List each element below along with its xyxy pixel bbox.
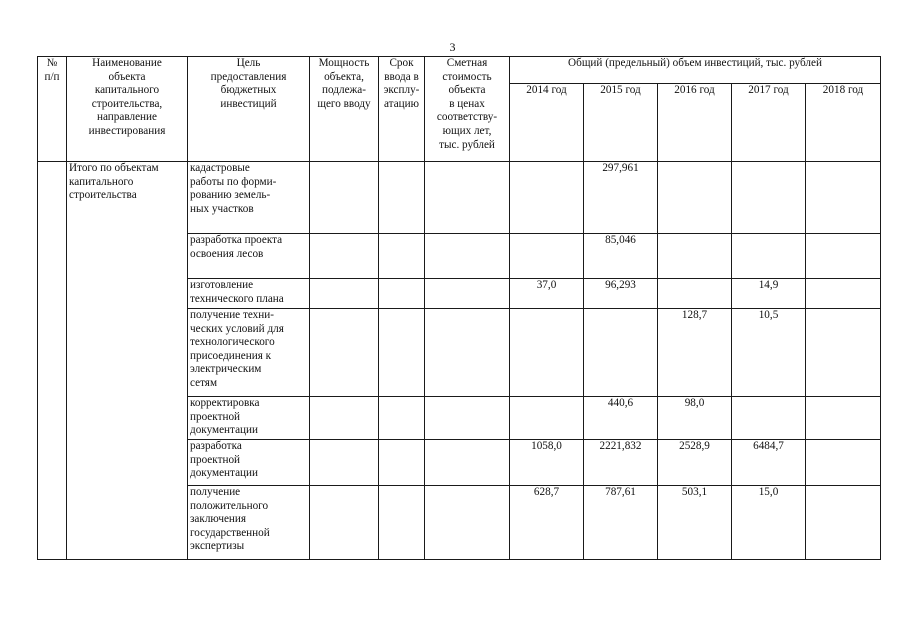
value-cell [806, 309, 881, 397]
purpose-cell: получение техни- ческих условий для технологического присоединения к электрическим сетям [188, 309, 310, 397]
value-cell [806, 440, 881, 486]
header-year: 2014 год [510, 84, 584, 162]
value-cell: 628,7 [510, 486, 584, 560]
value-cell: 787,61 [584, 486, 658, 560]
value-cell: 1058,0 [510, 440, 584, 486]
value-cell [806, 162, 881, 234]
purpose-cell: изготовление технического плана [188, 279, 310, 309]
header-cost: Сметная стоимость объекта в ценах соответству- ющих лет, тыс. рублей [425, 57, 510, 162]
value-cell: 2221,832 [584, 440, 658, 486]
header-year: 2015 год [584, 84, 658, 162]
header-capacity: Мощность объекта, подлежа- щего вводу [310, 57, 379, 162]
value-cell: 15,0 [732, 486, 806, 560]
value-cell [732, 397, 806, 440]
header-name: Наименование объекта капитального строительства, направление инвестирования [67, 57, 188, 162]
value-cell: 37,0 [510, 279, 584, 309]
term-cell [379, 486, 425, 560]
value-cell: 297,961 [584, 162, 658, 234]
value-cell [658, 162, 732, 234]
purpose-cell: получение положительного заключения государственной экспертизы [188, 486, 310, 560]
investment-table [37, 56, 881, 560]
value-cell [510, 234, 584, 279]
term-cell [379, 309, 425, 397]
value-cell: 96,293 [584, 279, 658, 309]
capacity-cell [310, 279, 379, 309]
cost-cell [425, 397, 510, 440]
header-purpose: Цель предоставления бюджетных инвестиций [188, 57, 310, 162]
value-cell: 98,0 [658, 397, 732, 440]
value-cell [806, 279, 881, 309]
header-num: № п/п [38, 57, 67, 162]
value-cell: 128,7 [658, 309, 732, 397]
value-cell [658, 234, 732, 279]
cost-cell [425, 440, 510, 486]
header-year: 2017 год [732, 84, 806, 162]
cost-cell [425, 162, 510, 234]
value-cell [732, 162, 806, 234]
cost-cell [425, 234, 510, 279]
value-cell: 10,5 [732, 309, 806, 397]
value-cell: 6484,7 [732, 440, 806, 486]
value-cell [510, 162, 584, 234]
header-year: 2018 год [806, 84, 881, 162]
row-num-cell [38, 162, 67, 560]
term-cell [379, 440, 425, 486]
term-cell [379, 397, 425, 440]
purpose-cell: разработка проекта освоения лесов [188, 234, 310, 279]
purpose-cell: кадастровые работы по форми- рованию земель- ных участков [188, 162, 310, 234]
capacity-cell [310, 486, 379, 560]
value-cell: 2528,9 [658, 440, 732, 486]
value-cell [732, 234, 806, 279]
capacity-cell [310, 309, 379, 397]
value-cell: 503,1 [658, 486, 732, 560]
capacity-cell [310, 440, 379, 486]
purpose-cell: разработка проектной документации [188, 440, 310, 486]
header-total: Общий (предельный) объем инвестиций, тыс. рублей [510, 57, 881, 84]
capacity-cell [310, 162, 379, 234]
term-cell [379, 162, 425, 234]
term-cell [379, 234, 425, 279]
value-cell [584, 309, 658, 397]
page-number: 3 [449, 40, 456, 54]
cost-cell [425, 309, 510, 397]
header-term: Срок ввода в эксплу- атацию [379, 57, 425, 162]
header-year: 2016 год [658, 84, 732, 162]
value-cell [806, 397, 881, 440]
value-cell [806, 486, 881, 560]
capacity-cell [310, 397, 379, 440]
term-cell [379, 279, 425, 309]
purpose-cell: корректировка проектной документации [188, 397, 310, 440]
total-label: Итого по объектам капитального строительства [67, 162, 188, 560]
value-cell: 440,6 [584, 397, 658, 440]
value-cell [806, 234, 881, 279]
value-cell [510, 309, 584, 397]
cost-cell [425, 279, 510, 309]
value-cell: 14,9 [732, 279, 806, 309]
value-cell [510, 397, 584, 440]
value-cell [658, 279, 732, 309]
value-cell: 85,046 [584, 234, 658, 279]
cost-cell [425, 486, 510, 560]
capacity-cell [310, 234, 379, 279]
